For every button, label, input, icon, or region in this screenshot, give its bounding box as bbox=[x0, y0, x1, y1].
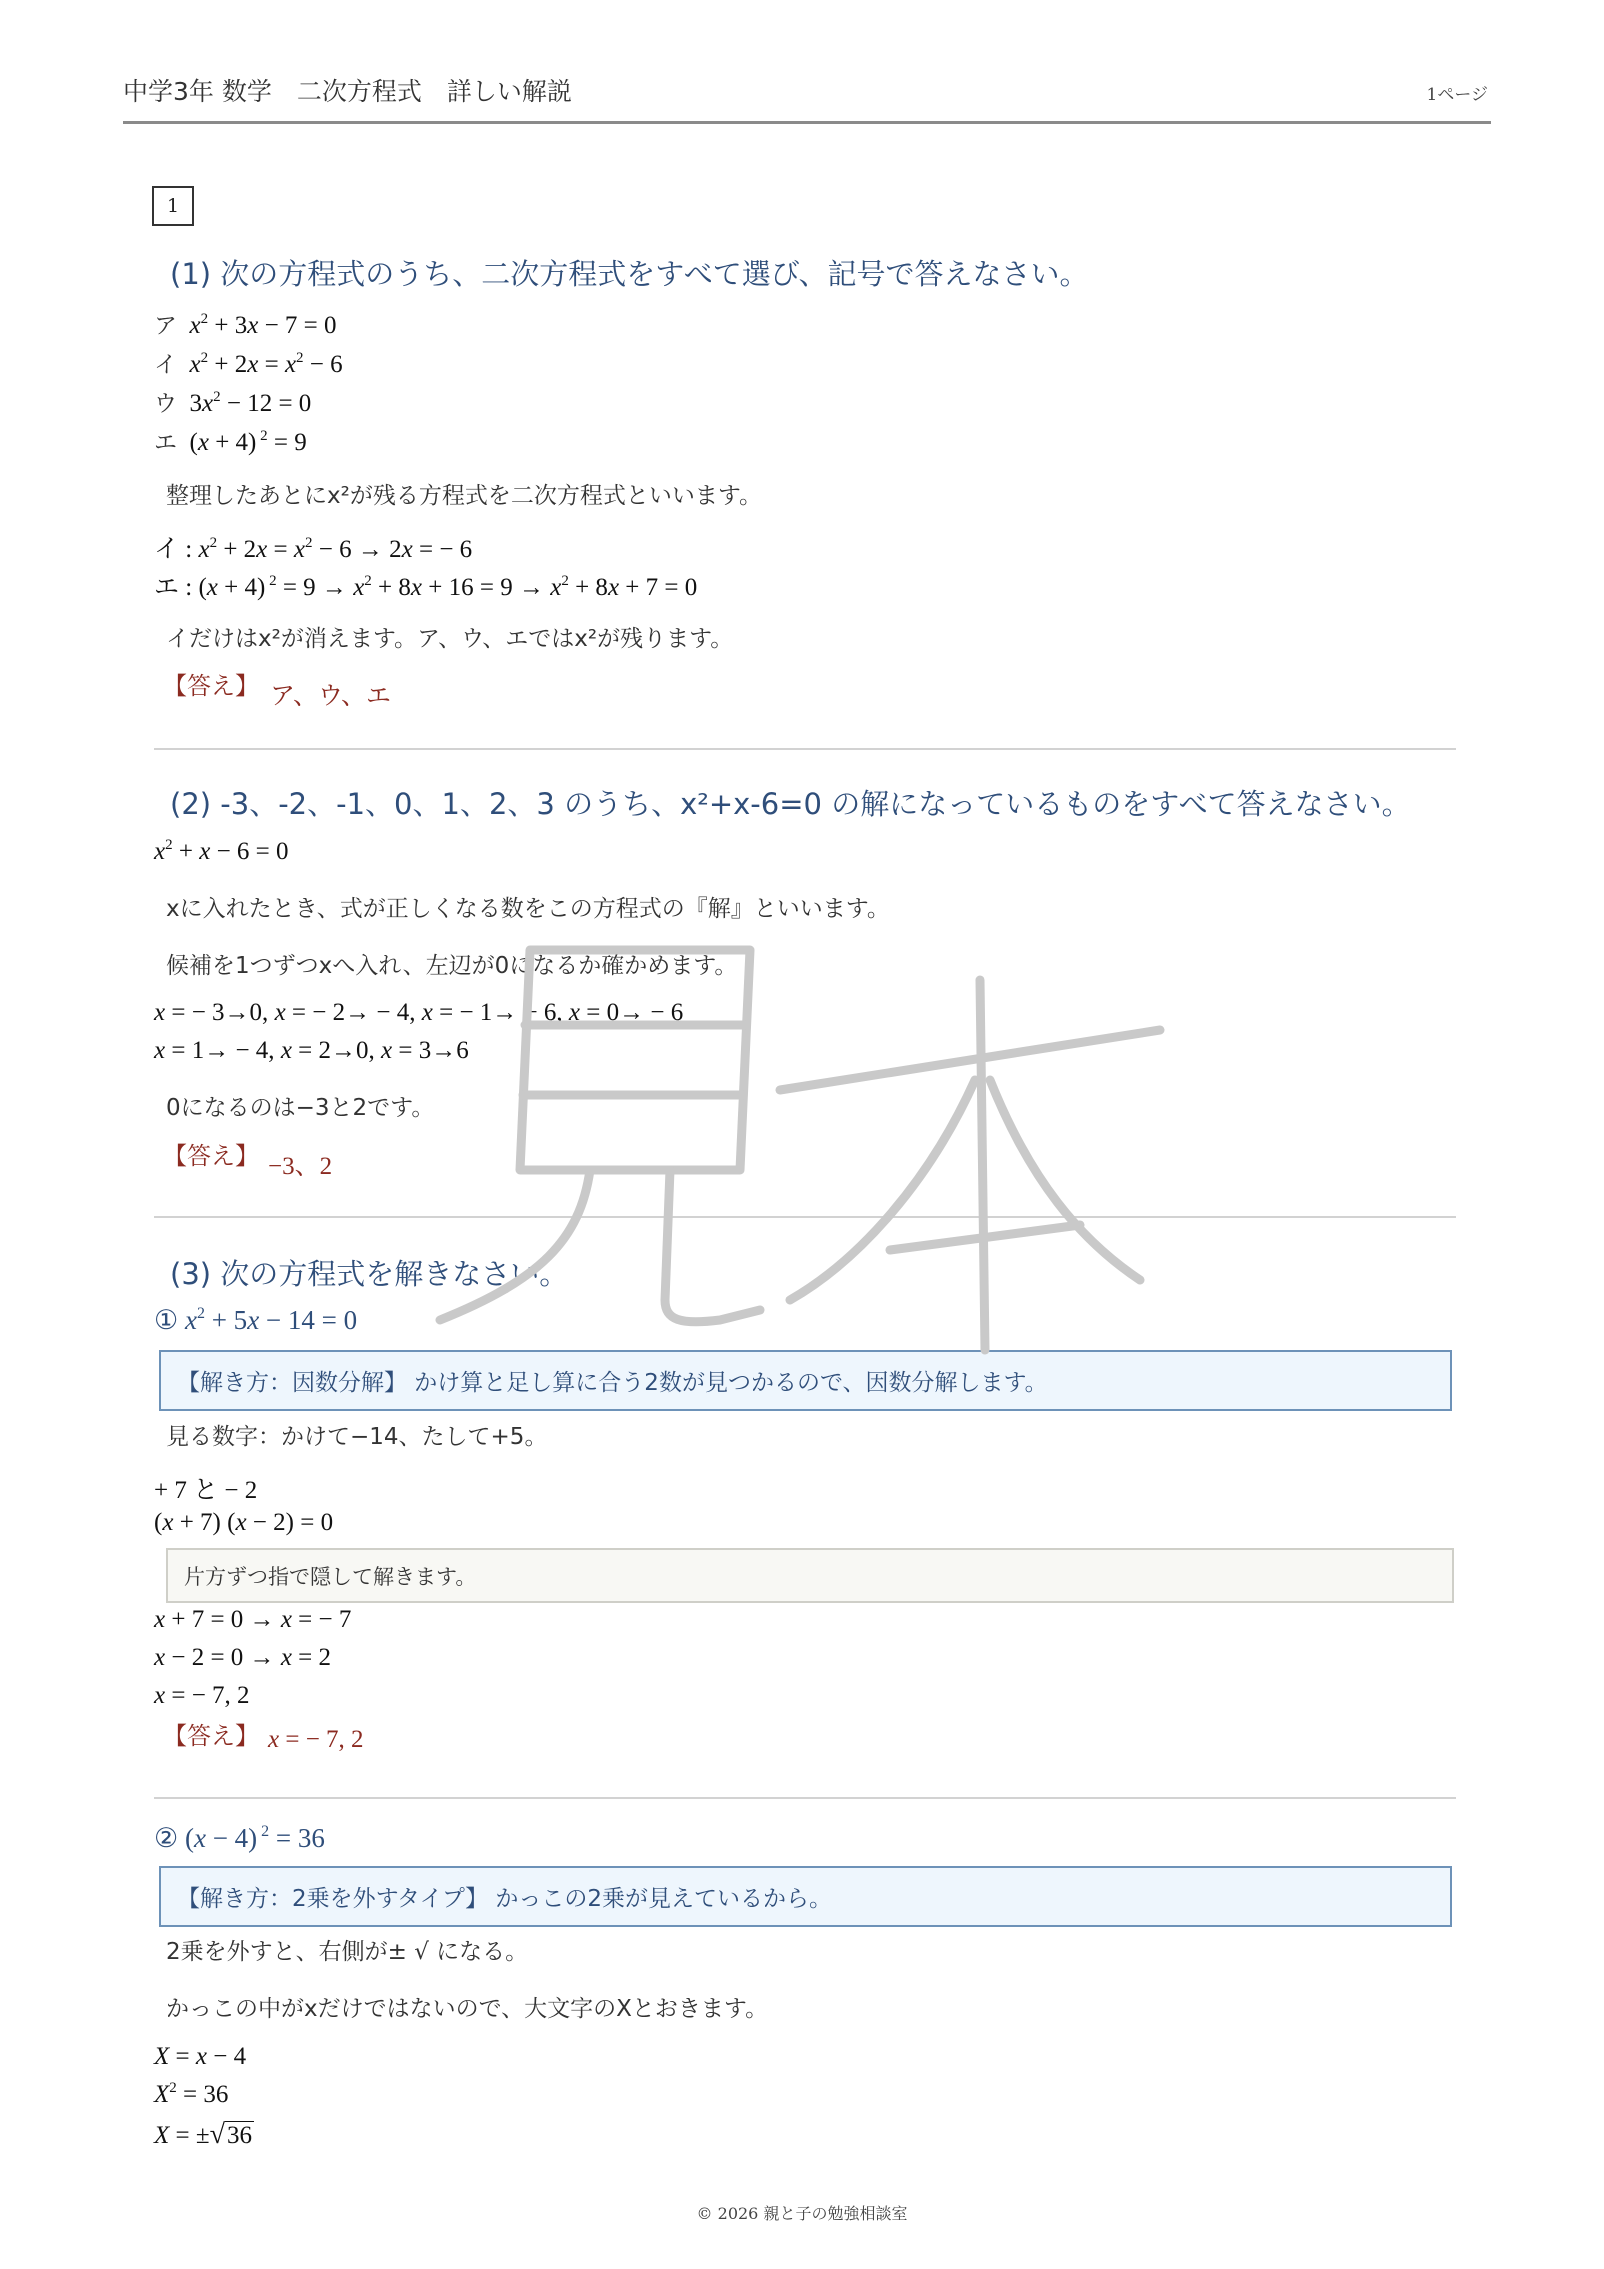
option-e: エ (x + 4) $^2$ = 9 bbox=[154, 428, 307, 456]
header-title: 中学3年 数学 二次方程式 詳しい解説 bbox=[123, 77, 572, 106]
explain-plus-minus-root: 2乗を外すと、右側が± √ になる。 bbox=[166, 1939, 529, 1965]
equation-2: $x^2 + x - 6 = 0$ bbox=[154, 837, 289, 865]
option-i: イ $x^2 + 2x = x^2 - 6$ bbox=[154, 350, 343, 378]
explain-result-1: イだけはx²が消えます。ア、ウ、エではx²が残ります。 bbox=[166, 626, 734, 652]
root-line: X = ±√36 bbox=[154, 2119, 252, 2150]
page-number: 1ページ bbox=[1426, 85, 1488, 105]
method-box-square-root: 【解き方：2乗を外すタイプ】 かっこの2乗が見えているから。 bbox=[159, 1866, 1452, 1927]
answer-label-3: 【答え】 bbox=[163, 1722, 259, 1750]
question-3: (3) 次の方程式を解きなさい。 bbox=[170, 1257, 569, 1291]
footer-copyright: © 2026 親と子の勉強相談室 bbox=[696, 2204, 908, 2223]
factored-equation: (x + 7) (x − 2) = 0 bbox=[154, 1509, 334, 1536]
explain-quadratic-definition: 整理したあとにx²が残る方程式を二次方程式といいます。 bbox=[166, 483, 762, 509]
option-a-label: ア bbox=[154, 313, 177, 339]
option-i-label: イ bbox=[154, 352, 177, 378]
answer-2: −3、2 bbox=[268, 1153, 333, 1180]
divider bbox=[154, 1797, 1456, 1799]
explain-substitute-x: かっこの中がxだけではないので、大文字のXとおきます。 bbox=[166, 1996, 769, 2022]
explain-solution-definition: xに入れたとき、式が正しくなる数をこの方程式の『解』といいます。 bbox=[166, 896, 890, 922]
option-e-label: エ bbox=[154, 430, 177, 456]
explain-substitution: 候補を1つずつxへ入れ、左辺が0になるか確かめます。 bbox=[166, 953, 738, 979]
subquestion-1: ① $x^2 + 5x - 14 = 0$ bbox=[154, 1305, 358, 1335]
explain-result-2: 0になるのは−3と2です。 bbox=[166, 1095, 435, 1121]
method-box-factoring: 【解き方：因数分解】 かけ算と足し算に合う2数が見つかるので、因数分解します。 bbox=[159, 1350, 1452, 1411]
option-a: ア $x^2 + 3x - 7 = 0$ bbox=[154, 311, 337, 339]
solve-step-1: x + 7 = 0 → x = − 7 bbox=[154, 1606, 352, 1633]
substitution-line-2: x = 1→ − 4, x = 2→0, x = 3→6 bbox=[154, 1037, 469, 1064]
subquestion-2-number: ② bbox=[154, 1823, 179, 1853]
answer-label-2: 【答え】 bbox=[163, 1142, 259, 1170]
divider bbox=[154, 1216, 1456, 1218]
hint-box: 片方ずつ指で隠して解きます。 bbox=[166, 1548, 1454, 1603]
look-numbers: 見る数字：かけて−14、たして+5。 bbox=[166, 1424, 548, 1450]
divider bbox=[154, 748, 1456, 750]
solve-step-2: x − 2 = 0 → x = 2 bbox=[154, 1644, 332, 1671]
work-line-i: イ : $x^2 + 2x = x^2 - 6 \to 2x$ = − 6 bbox=[154, 535, 473, 563]
substitute-line: X = x − 4 bbox=[154, 2043, 247, 2070]
substitution-line-1: x = − 3→0, x = − 2→ − 4, x = − 1→ − 6, x = 0→ − 6 bbox=[154, 999, 684, 1026]
option-u-label: ウ bbox=[154, 391, 177, 417]
question-2: (2) -3、-2、-1、0、1、2、3 のうち、x²+x-6=0 の解になっているものをすべて答えなさい。 bbox=[170, 787, 1411, 821]
question-1: (1) 次の方程式のうち、二次方程式をすべて選び、記号で答えなさい。 bbox=[170, 257, 1089, 291]
header-divider bbox=[123, 121, 1491, 124]
answer-label-1: 【答え】 bbox=[163, 672, 259, 700]
solve-result: x = − 7, 2 bbox=[154, 1682, 250, 1709]
work-line-e: エ : (x + 4) $^2 = 9 \to x^2 + 8x + 16 = 9 \to x^2 + 8x + 7 = 0$ bbox=[154, 573, 698, 601]
answer-1: ア、ウ、エ bbox=[270, 683, 392, 710]
subquestion-1-number: ① bbox=[154, 1305, 179, 1335]
squared-line: $X^2 = 36$ bbox=[154, 2080, 229, 2108]
subquestion-2: ② (x − 4) $^2$ = 36 bbox=[154, 1823, 325, 1853]
problem-number-box: 1 bbox=[152, 186, 194, 226]
option-u: ウ $3x^2 - 12 = 0$ bbox=[154, 389, 312, 417]
answer-3: x = − 7, 2 bbox=[268, 1726, 364, 1753]
number-pair: + 7 と − 2 bbox=[154, 1477, 258, 1504]
